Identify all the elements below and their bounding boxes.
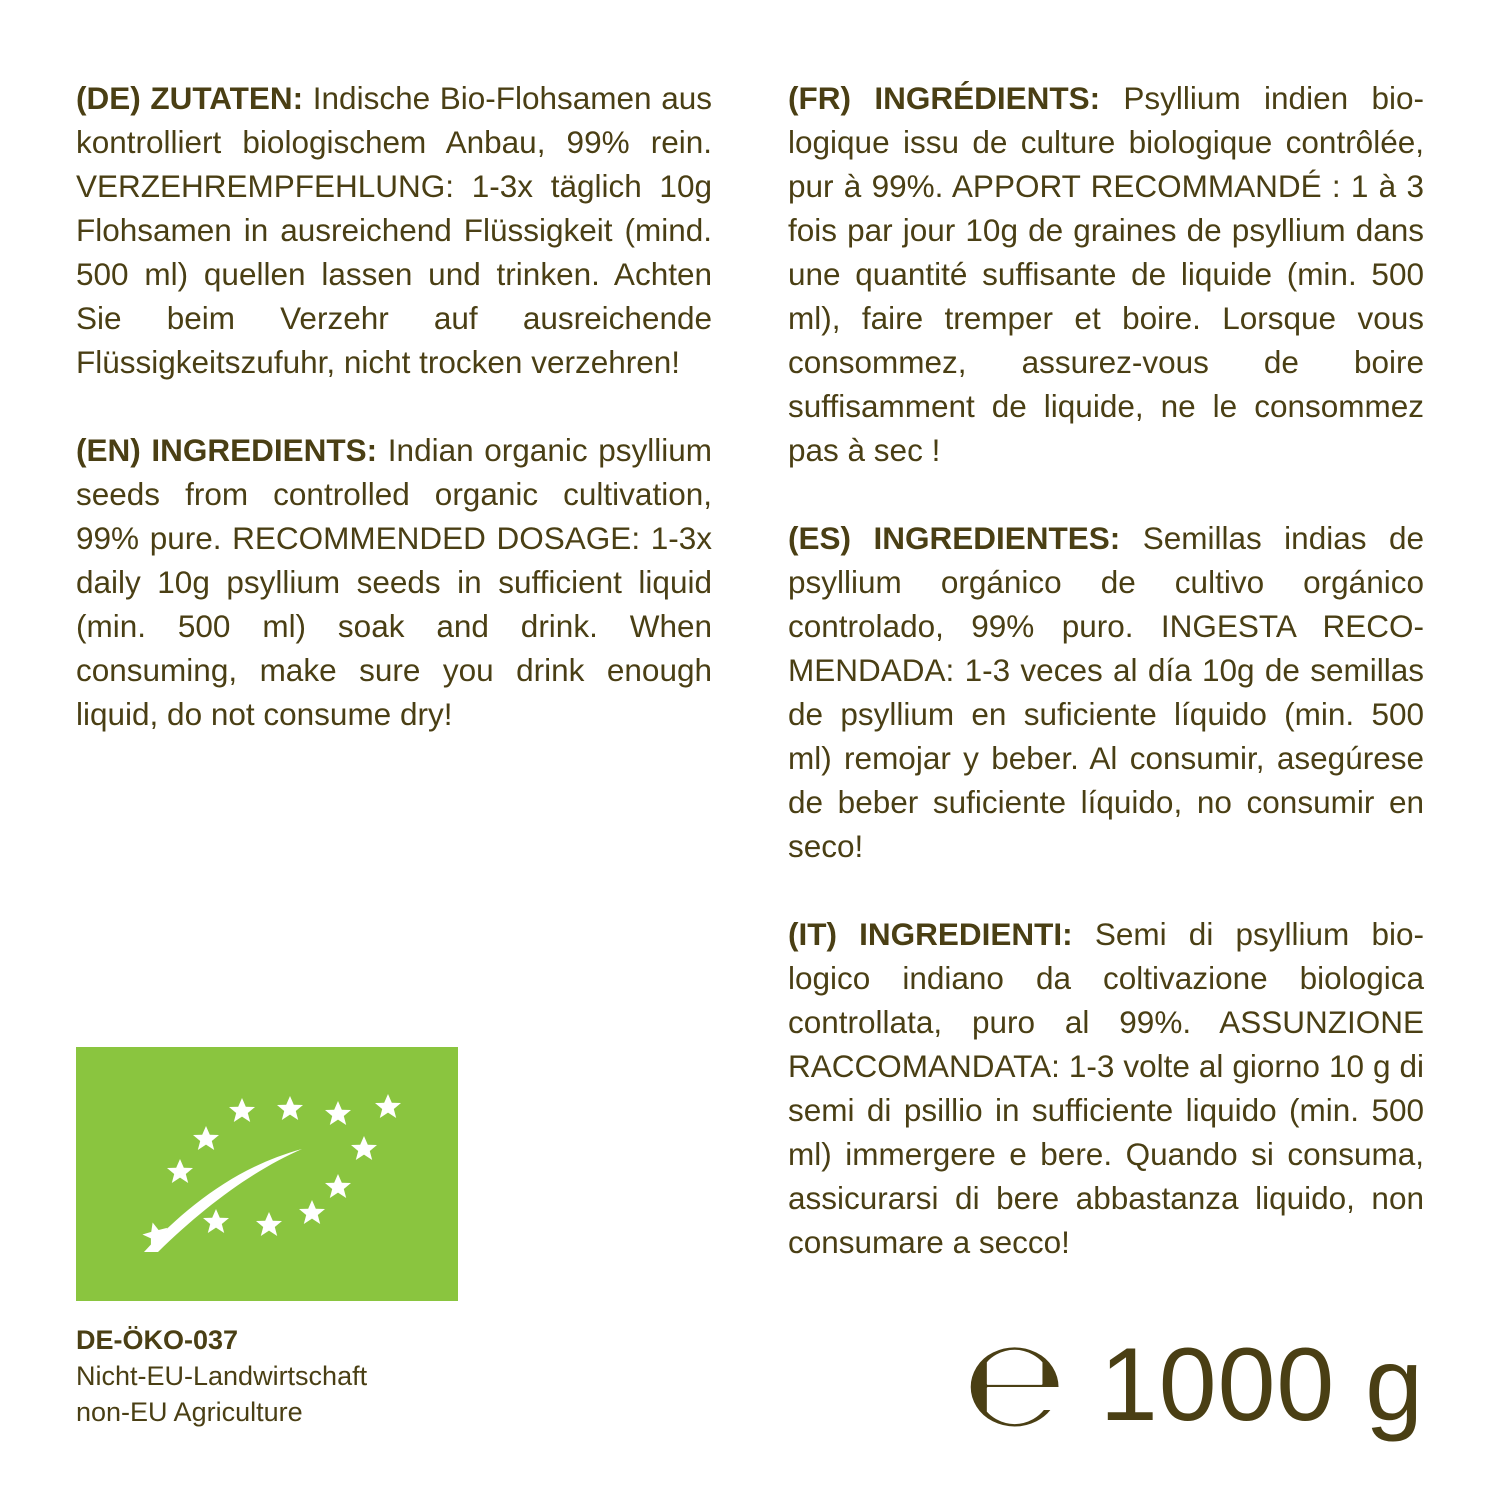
star-icon <box>299 1200 325 1224</box>
certification-code: DE-ÖKO-037 <box>76 1325 239 1355</box>
section-en-heading: (EN) INGREDIENTS: <box>76 432 378 468</box>
certification-line-1: Nicht-EU-Landwirtschaft <box>76 1361 368 1391</box>
section-it-body: Semi di psyllium biologico indiano da coltivazione biologica controllata, puro al 99%. ASSUNZIONE RACCOMANDATA: 1-3 volte al giorno 10 g di semi di psillio in sufficiente liquido (min. 500 ml) immergere e bere. Quando si consuma, assicurarsi di bere abbastanza liquido, non consumare a secco! <box>788 916 1424 1260</box>
star-icon <box>325 1101 351 1125</box>
section-it <box>788 912 1424 1264</box>
section-de <box>76 76 712 384</box>
star-icon <box>193 1126 219 1150</box>
certification-info <box>76 1322 367 1430</box>
section-es-heading: (ES) INGREDIENTES: <box>788 520 1121 556</box>
star-icon <box>203 1209 229 1233</box>
section-it-heading: (IT) INGREDIENTI: <box>788 916 1073 952</box>
section-es <box>788 516 1424 868</box>
section-fr-heading: (FR) INGRÉDIENTS: <box>788 80 1101 116</box>
section-fr-body: Psyllium indien biologique issu de culture biologique contrôlée, pur à 99%. APPORT RECOMMANDÉ : 1 à 3 fois par jour 10g de graines de psyllium dans une quantité suffisante de liquide (min. 500 ml), faire tremper et boire. Lorsque vous consommez, assurez-vous de boire suffisamment de liquide, ne le consommez pas à sec ! <box>788 80 1424 468</box>
section-en <box>76 428 712 736</box>
section-de-body: Indische Bio-Flohsamen aus kontrolliert biologischem Anbau, 99% rein. VERZEHREMPFEHLUNG: 1-3x täglich 10g Flohsamen in ausreichend Flüssigkeit (mind. 500 ml) quellen lassen und trinken. Achten Sie beim Verzehr auf ausreichende Flüssigkeitszufuhr, nicht trocken verzehren! <box>76 80 712 380</box>
star-icon <box>351 1136 377 1160</box>
estimated-sign-icon: ℮ <box>963 1315 1066 1454</box>
star-icon <box>256 1212 282 1236</box>
certification-line-2: non-EU Agriculture <box>76 1397 303 1427</box>
section-fr <box>788 76 1424 472</box>
eu-organic-leaf-icon <box>76 1047 458 1301</box>
star-icon <box>325 1174 351 1198</box>
star-icon <box>229 1098 255 1122</box>
section-en-body: Indian organic psyllium seeds from controlled organic cultivation, 99% pure. RECOMMENDED DOSAGE: 1-3x daily 10g psyllium seeds in sufficient liquid (min. 500 ml) soak and drink. When consuming, make sure you drink enough liquid, do not consume dry! <box>76 432 713 732</box>
net-weight <box>963 1315 1424 1454</box>
weight-value: 1000 g <box>1099 1327 1424 1443</box>
star-icon <box>167 1159 193 1183</box>
section-de-heading: (DE) ZUTATEN: <box>76 80 304 116</box>
star-icon <box>375 1094 401 1118</box>
left-column <box>76 76 712 736</box>
right-column <box>788 76 1424 1264</box>
star-icon <box>277 1096 303 1120</box>
section-es-body: Semillas indias de psyllium orgánico de cultivo orgánico controlado, 99% puro. INGESTA RECOMENDADA: 1-3 veces al día 10g de semillas de psyllium en suficiente líquido (min. 500 ml) remojar y beber. Al consumir, asegúrese de beber suficiente líquido, no consumir en seco! <box>788 520 1424 864</box>
